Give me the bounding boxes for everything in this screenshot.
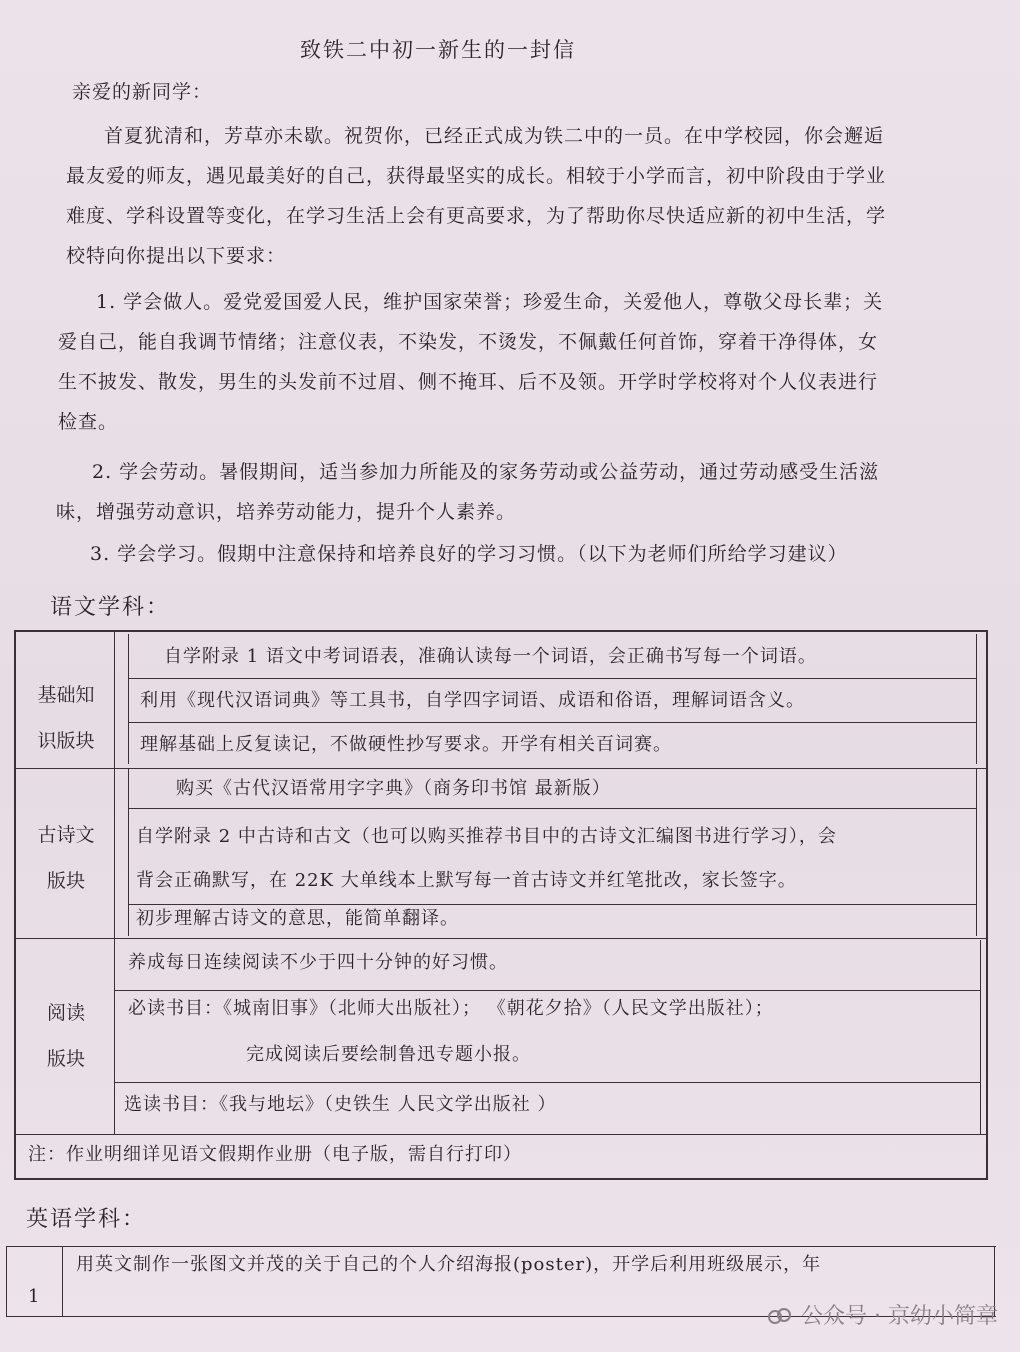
poem-row-1: 购买《古代汉语常用字字典》（商务印书馆 最新版） bbox=[176, 778, 611, 799]
poem-label: 古诗文 版块 bbox=[37, 824, 95, 892]
poem-row-2b: 背会正确默写，在 22K 大单线本上默写每一首古诗文并红笔批改，家长签字。 bbox=[136, 870, 797, 891]
reading-row-3: 选读书目：《我与地坛》（史铁生 人民文学出版社 ） bbox=[124, 1094, 557, 1115]
poem-row-2a: 自学附录 2 中古诗和古文（也可以购买推荐书目中的古诗文汇编图书进行学习），会 bbox=[136, 826, 837, 847]
chinese-heading: 语文学科： bbox=[50, 595, 171, 620]
chinese-note: 注：作业明细详见语文假期作业册（电子版，需自行打印） bbox=[28, 1144, 522, 1165]
english-heading: 英语学科： bbox=[26, 1207, 147, 1232]
basic-row-2: 利用《现代汉语词典》等工具书，自学四字词语、成语和俗语，理解词语含义。 bbox=[140, 690, 805, 711]
basic-row-1: 自学附录 1 语文中考词语表，准确认读每一个词语，会正确书写每一个词语。 bbox=[164, 646, 817, 667]
reading-row-2b: 完成阅读后要绘制鲁迅专题小报。 bbox=[246, 1044, 531, 1065]
reading-row-2: 必读书目：《城南旧事》（北师大出版社）； 《朝花夕拾》（人民文学出版社）； bbox=[128, 998, 774, 1019]
watermark-text: 公众号 · 京幼小简章 bbox=[801, 1304, 998, 1329]
english-row-number: 1 bbox=[28, 1286, 41, 1307]
reading-label: 阅读 版块 bbox=[46, 1002, 85, 1070]
wechat-official-account-icon bbox=[767, 1305, 793, 1325]
watermark bbox=[767, 1299, 998, 1330]
intro-line-4: 校特向你提出以下要求： bbox=[66, 245, 287, 267]
req1-line-4: 检查。 bbox=[58, 411, 119, 433]
intro-line-1: 首夏犹清和，芳草亦未歇。祝贺你，已经正式成为铁二中的一员。在中学校园，你会邂逅 bbox=[104, 125, 885, 147]
poem-row-3: 初步理解古诗文的意思，能简单翻译。 bbox=[136, 908, 459, 929]
letter-title: 致铁二中初一新生的一封信 bbox=[300, 38, 576, 62]
greeting: 亲爱的新同学： bbox=[72, 81, 213, 103]
req3-line: 3. 学会学习。假期中注意保持和培养良好的学习习惯。（以下为老师们所给学习建议） bbox=[90, 543, 848, 565]
req1-line-3: 生不披发、散发，男生的头发前不过眉、侧不掩耳、后不及领。开学时学校将对个人仪表进行 bbox=[58, 371, 879, 393]
english-row-1: 用英文制作一张图文并茂的关于自己的个人介绍海报(poster)，开学后利用班级展示，年 bbox=[76, 1254, 822, 1275]
req1-line-1: 1. 学会做人。爱党爱国爱人民，维护国家荣誉；珍爱生命，关爱他人，尊敬父母长辈；关 bbox=[96, 291, 884, 313]
intro-line-2: 最友爱的师友，遇见最美好的自己，获得最坚实的成长。相较于小学而言，初中阶段由于学业 bbox=[66, 165, 887, 187]
basic-label: 基础知 识版块 bbox=[37, 684, 95, 752]
reading-row-1: 养成每日连续阅读不少于四十分钟的好习惯。 bbox=[128, 952, 508, 973]
req1-line-2: 爱自己，能自我调节情绪；注意仪表，不染发，不烫发，不佩戴任何首饰，穿着干净得体，女 bbox=[58, 331, 879, 353]
basic-row-3: 理解基础上反复读记，不做硬性抄写要求。开学有相关百词赛。 bbox=[140, 734, 672, 755]
req2-line-2: 味，增强劳动意识，培养劳动能力，提升个人素养。 bbox=[56, 501, 517, 523]
req2-line-1: 2. 学会劳动。暑假期间，适当参加力所能及的家务劳动或公益劳动，通过劳动感受生活滋 bbox=[92, 461, 880, 483]
intro-line-3: 难度、学科设置等变化，在学习生活上会有更高要求，为了帮助你尽快适应新的初中生活，学 bbox=[66, 205, 887, 227]
